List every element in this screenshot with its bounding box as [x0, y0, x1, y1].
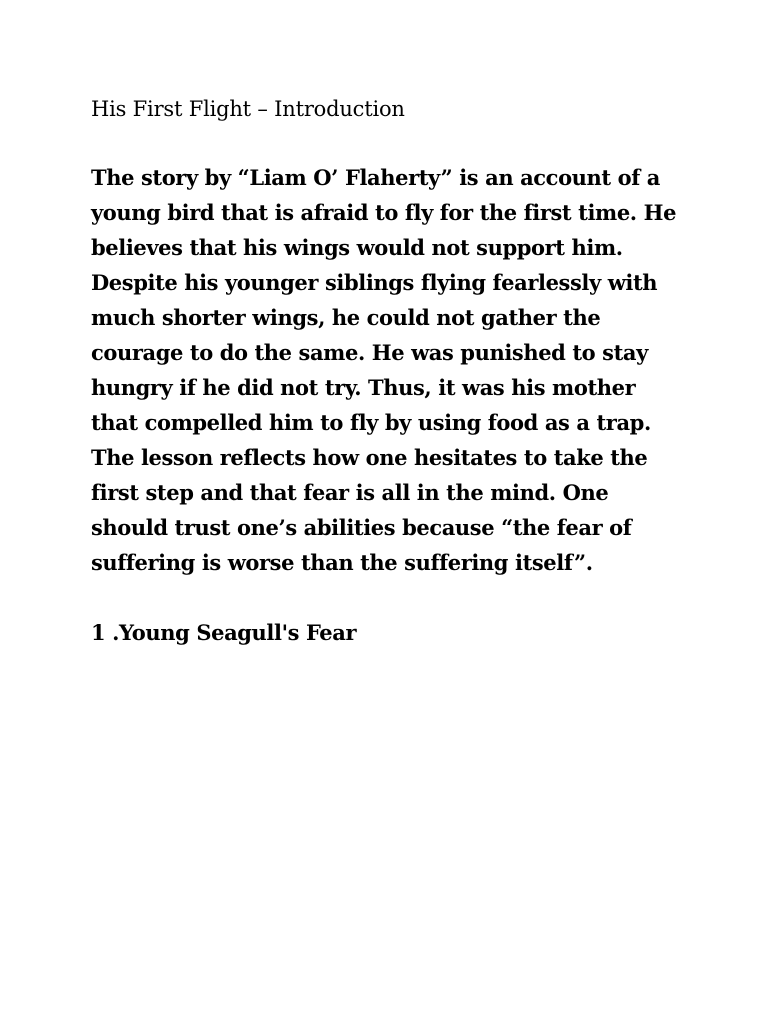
- paragraph-line: first step and that fear is all in the mind. One: [91, 480, 609, 505]
- document-title: His First Flight – Introduction: [91, 97, 405, 121]
- paragraph-line: hungry if he did not try. Thus, it was his mother: [91, 375, 636, 400]
- paragraph-line: The lesson reflects how one hesitates to take the: [91, 445, 648, 470]
- paragraph-line: should trust one’s abilities because “the fear of: [91, 515, 632, 540]
- paragraph-line: that compelled him to fly by using food as a trap.: [91, 410, 651, 435]
- section-heading: 1 .Young Seagull's Fear: [91, 620, 357, 645]
- paragraph-line: believes that his wings would not support him.: [91, 235, 623, 260]
- paragraph-line: courage to do the same. He was punished to stay: [91, 340, 648, 365]
- introduction-paragraph: [91, 160, 691, 580]
- document-page: [91, 92, 691, 667]
- paragraph-line: suffering is worse than the suffering itself”.: [91, 550, 593, 575]
- paragraph-line: much shorter wings, he could not gather the: [91, 305, 601, 330]
- paragraph-line: young bird that is afraid to fly for the first time. He: [91, 200, 677, 225]
- paragraph-line: The story by “Liam O’ Flaherty” is an account of a: [91, 165, 660, 190]
- paragraph-line: Despite his younger siblings flying fearlessly with: [91, 270, 658, 295]
